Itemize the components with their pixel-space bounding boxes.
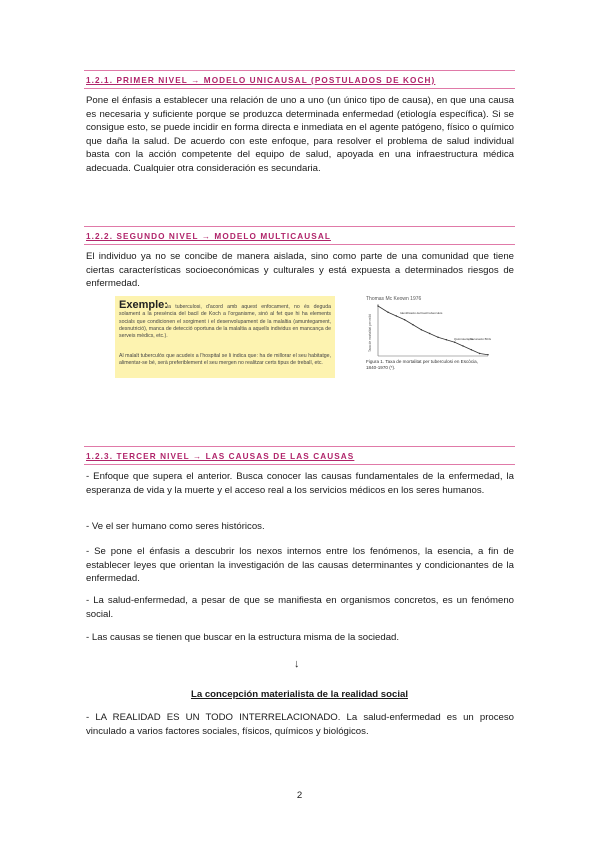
section-3-heading: 1.2.3. TERCER NIVEL → LAS CAUSAS DE LAS CAUSAS (86, 452, 355, 461)
section-3-top-rule (84, 446, 515, 447)
conclusion-title: La concepción materialista de la realidad social (190, 689, 408, 700)
chart-caption: Figura 1. Taxa de mortalitat per tuberculosi en Escòcia, 1840-1970 (*). (366, 359, 479, 370)
conclusion-paragraph: - LA REALIDAD ES UN TODO INTERRELACIONADO. La salud-enfermedad es un proceso vinculado a varios factores sociales, físicos, químicos y biológicos. (86, 712, 514, 737)
chart-point (377, 305, 378, 306)
chart-ylabel: Taxa de mortalitat per milió (368, 313, 372, 352)
chart-point (487, 354, 488, 355)
section-2-top-rule (84, 226, 515, 227)
section-3-bottom-rule (84, 464, 515, 465)
chart-point (462, 345, 463, 346)
chart-title: Thomas Mc Keown 1976 (366, 296, 422, 302)
section-1-top-rule (84, 70, 515, 71)
example-paragraph-1: la tuberculosi, d'acord amb aquest enfocament, no és deguda solament a la presència del bacil de Koch a l'organisme, sinó al fet que hi ha elements socials que condicionen el sorgiment i el desenvolupament de la malaltia (amuntegament, desnutrició), manca de detecció oportuna de la malaltia a aquells individus en mancança de serveis mèdics, etc.). (119, 304, 331, 340)
chart-plot (366, 302, 491, 362)
chart-point (412, 324, 413, 325)
chart-point (387, 312, 388, 313)
section-2-heading: 1.2.2. SEGUNDO NIVEL → MODELO MULTICAUSAL (86, 232, 331, 241)
chart-annotation-2: Quimioteràpia (454, 337, 473, 341)
section-3-bullet-5: - Las causas se tienen que buscar en la estructura misma de la sociedad. (86, 632, 400, 643)
page-number: 2 (296, 790, 303, 801)
down-arrow-icon: ↓ (294, 658, 300, 670)
chart-point (479, 353, 480, 354)
section-3-bullet-2: - Ve el ser humano como seres históricos. (86, 521, 265, 532)
mortality-chart (366, 296, 491, 376)
chart-point (437, 337, 438, 338)
section-3-bullet-4: - La salud-enfermedad, a pesar de que se manifiesta en organismos concretos, es un fenómeno social. (86, 595, 514, 620)
section-3-bullet-1: - Enfoque que supera el anterior. Busca conocer las causas fundamentales de la enfermedad, la esperanza de vida y la muerte y el acceso real a los servicios médicos en los seres humanos. (86, 471, 514, 496)
chart-annotation-1: Identificació del bacil tuberculós (400, 311, 443, 315)
example-box (115, 296, 335, 378)
section-3-bullet-3: - Se pone el énfasis a descubrir los nexos internos entre los fenómenos, la esencia, a fin de establecer leyes que orientan la investigación de las causas determinantes y condicionantes de la enfermedad. (86, 546, 514, 585)
section-2-paragraph: El individuo ya no se concibe de manera aislada, sino como parte de una comunidad que tiene ciertas características socioeconómicas y culturales y está expuesta a determinados riesgos de enfermedad. (86, 251, 514, 290)
chart-point (446, 339, 447, 340)
chart-point (404, 319, 405, 320)
section-1-heading: 1.2.1. PRIMER NIVEL → MODELO UNICAUSAL (POSTULADOS DE KOCH) (86, 76, 436, 85)
chart-point (429, 333, 430, 334)
chart-point (471, 349, 472, 350)
section-1-paragraph: Pone el énfasis a establecer una relación de uno a uno (un único tipo de causa), en que una causa es necesaria y suficiente porque se produzca determinada enfermedad (etiología específica). Si se consigue esto, se puede incidir en forma directa e inmediata en el agente patógeno, físico o químico que daña la salud. De acuerdo con este enfoque, para resolver el problema de salud individual basta con la acción competente del equipo de salud, apoyada en una infraestructura médica adecuada. Cualquier otra consideración es secundaria. (86, 95, 514, 174)
example-paragraph-2: Al malalt tuberculós que acudeix a l'hospital se li indica que: ha de millorar el seu habitatge, alimentar-se bé, serà preferiblement el seu mergen no realitzar certs tipus de treball, etc. (119, 353, 331, 367)
chart-point (396, 315, 397, 316)
section-1-bottom-rule (84, 88, 515, 89)
section-2-bottom-rule (84, 244, 515, 245)
example-title: Exemple: (119, 299, 168, 311)
chart-point (421, 329, 422, 330)
chart-point (454, 342, 455, 343)
chart-annotation-3: Vacunació BCG (470, 337, 491, 341)
